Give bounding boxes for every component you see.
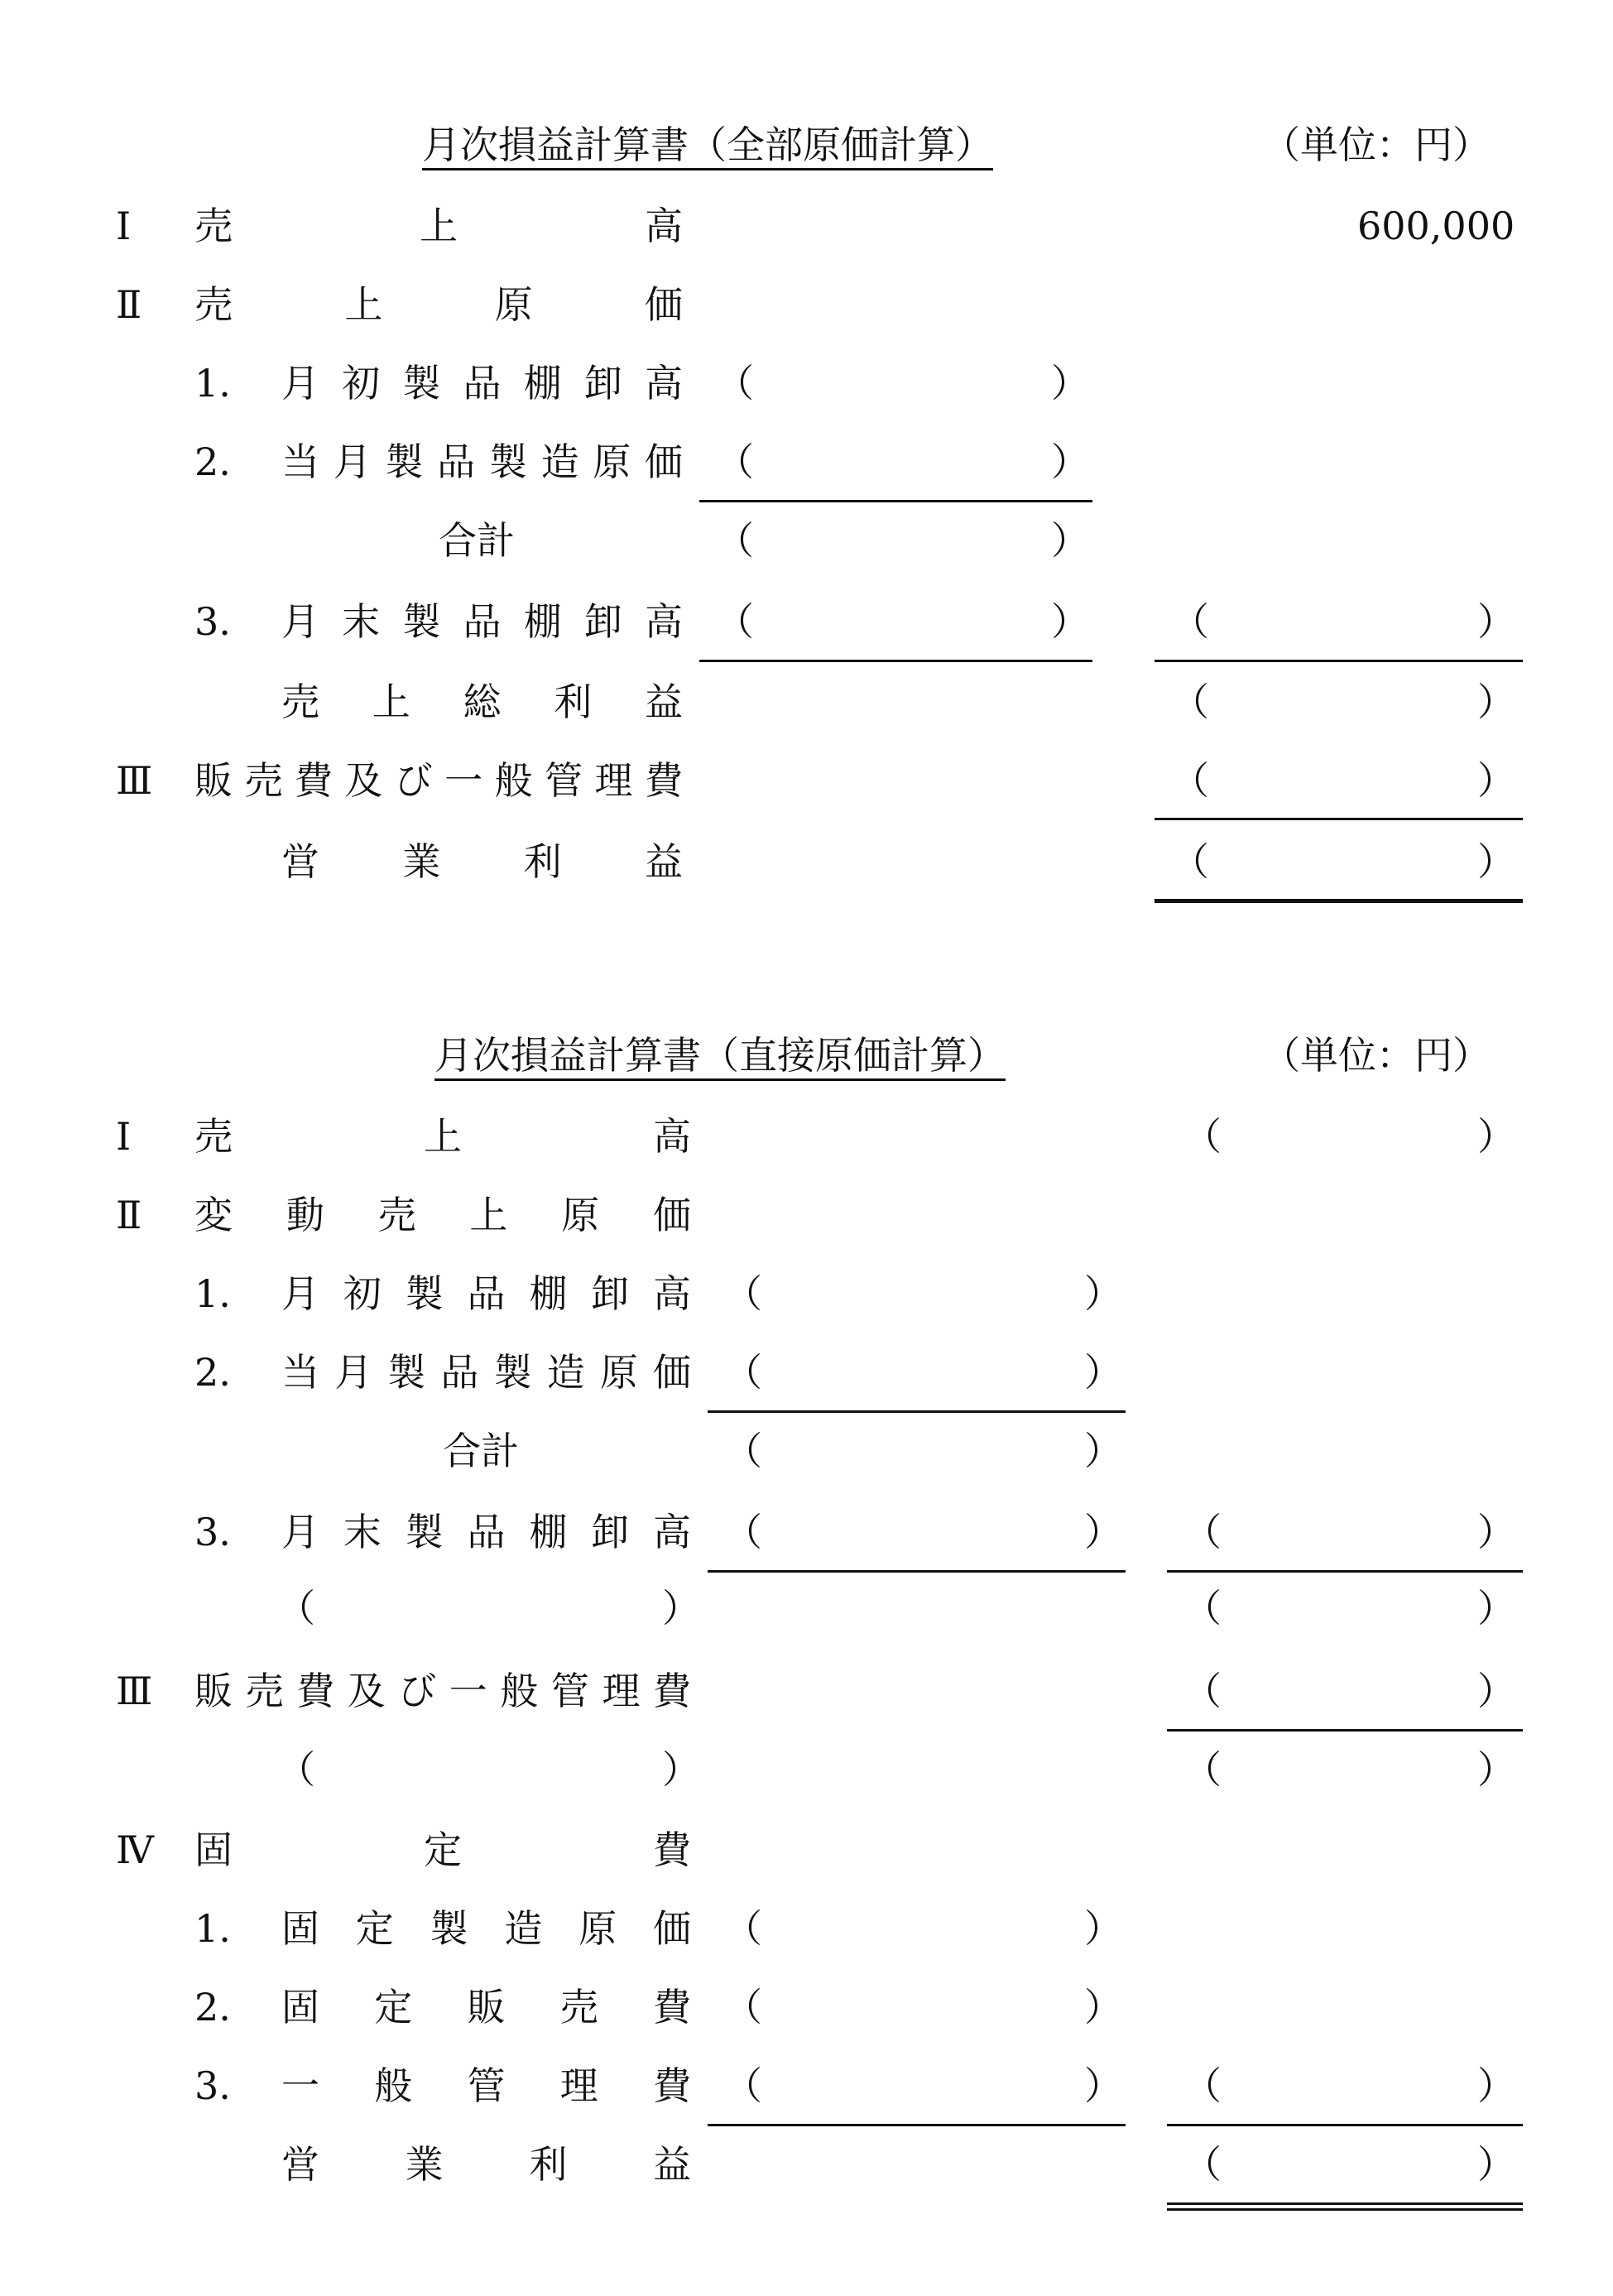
direct-sga-num: Ⅲ	[116, 1669, 153, 1713]
open-paren: （	[277, 1586, 315, 1631]
absorption-op-double-rule	[1155, 899, 1523, 903]
direct-title: 月次損益計算書（直接原価計算）	[434, 1033, 1006, 1078]
absorption-cogs-label: 売上原価	[194, 282, 683, 327]
direct-vcogs-label: 変動売上原価	[194, 1193, 691, 1237]
direct-item2-label: 当月製品製造原価	[281, 1350, 691, 1395]
absorption-sga-rule	[1155, 818, 1523, 820]
absorption-item1-label: 月初製品棚卸高	[281, 361, 683, 406]
close-paren: ）	[1477, 1586, 1515, 1631]
absorption-item2-label: 当月製品製造原価	[281, 440, 683, 484]
direct-item3-no: 3.	[194, 1510, 231, 1554]
close-paren: ）	[1084, 2063, 1122, 2108]
direct-subtotal-rule	[708, 1410, 1126, 1413]
close-paren: ）	[1084, 1429, 1122, 1473]
close-paren: ）	[1084, 1985, 1122, 2029]
absorption-sga-num: Ⅲ	[116, 758, 153, 803]
open-paren: （	[1171, 839, 1209, 884]
open-paren: （	[1171, 599, 1209, 644]
close-paren: ）	[1084, 1350, 1122, 1395]
direct-f1-label: 固定製造原価	[281, 1906, 691, 1951]
open-paren: （	[1171, 680, 1209, 724]
close-paren: ）	[1051, 361, 1089, 406]
open-paren: （	[1171, 758, 1209, 803]
open-paren: （	[724, 1350, 762, 1395]
direct-f1-no: 1.	[194, 1906, 231, 1951]
absorption-unit: （単位：円）	[1262, 122, 1491, 167]
open-paren: （	[724, 1510, 762, 1554]
open-paren: （	[716, 518, 754, 563]
direct-fixed-num: Ⅳ	[116, 1828, 154, 1872]
absorption-inventory-rule	[699, 660, 1092, 662]
open-paren: （	[277, 1747, 315, 1792]
absorption-item3-label: 月末製品棚卸高	[281, 599, 683, 644]
open-paren: （	[724, 1985, 762, 2029]
close-paren: ）	[1477, 680, 1515, 724]
close-paren: ）	[662, 1586, 700, 1631]
absorption-cogs-total-rule	[1155, 660, 1523, 662]
open-paren: （	[724, 1429, 762, 1473]
direct-f2-no: 2.	[194, 1985, 231, 2029]
open-paren: （	[1183, 1510, 1222, 1554]
absorption-subtotal-label: 合計	[439, 518, 515, 563]
direct-inventory-rule	[708, 1570, 1126, 1573]
direct-f3-label: 一般管理費	[281, 2063, 691, 2108]
absorption-sales-value: 600,000	[1357, 204, 1515, 248]
direct-subtotal-label: 合計	[443, 1429, 519, 1473]
close-paren: ）	[1477, 2063, 1515, 2108]
direct-item2-no: 2.	[194, 1350, 231, 1395]
direct-op-label: 営業利益	[281, 2142, 691, 2187]
absorption-sales-num: Ⅰ	[116, 204, 132, 248]
absorption-item1-no: 1.	[194, 361, 231, 406]
close-paren: ）	[1084, 1906, 1122, 1951]
direct-op-double-rule-bottom	[1167, 2208, 1523, 2211]
absorption-item2-no: 2.	[194, 440, 231, 484]
open-paren: （	[724, 1906, 762, 1951]
direct-f2-label: 固定販売費	[281, 1985, 691, 2029]
direct-sales-label: 売上高	[194, 1114, 691, 1159]
close-paren: ）	[1051, 440, 1089, 484]
open-paren: （	[1183, 1669, 1222, 1713]
absorption-title: 月次損益計算書（全部原価計算）	[422, 122, 993, 167]
open-paren: （	[1183, 1114, 1222, 1159]
absorption-subtotal-rule	[699, 500, 1092, 502]
absorption-sales-label: 売上高	[194, 204, 683, 248]
absorption-sga-label: 販売費及び一般管理費	[194, 758, 683, 803]
direct-sga-label: 販売費及び一般管理費	[194, 1669, 691, 1713]
direct-unit: （単位：円）	[1262, 1033, 1491, 1078]
close-paren: ）	[1477, 758, 1515, 803]
direct-item3-label: 月末製品棚卸高	[281, 1510, 691, 1554]
open-paren: （	[716, 440, 754, 484]
close-paren: ）	[1477, 1114, 1515, 1159]
open-paren: （	[1183, 1586, 1222, 1631]
close-paren: ）	[1477, 2142, 1515, 2187]
close-paren: ）	[1477, 1669, 1515, 1713]
direct-op-double-rule-top	[1167, 2202, 1523, 2205]
open-paren: （	[1183, 2142, 1222, 2187]
close-paren: ）	[1477, 839, 1515, 884]
direct-item1-label: 月初製品棚卸高	[281, 1271, 691, 1316]
close-paren: ）	[1477, 1747, 1515, 1792]
absorption-gross-label: 売上総利益	[281, 680, 683, 724]
close-paren: ）	[1477, 1510, 1515, 1554]
close-paren: ）	[1084, 1510, 1122, 1554]
open-paren: （	[1183, 1747, 1222, 1792]
open-paren: （	[1183, 2063, 1222, 2108]
direct-sales-num: Ⅰ	[116, 1114, 132, 1159]
absorption-cogs-num: Ⅱ	[116, 282, 142, 327]
open-paren: （	[724, 1271, 762, 1316]
direct-fixed-rule	[708, 2124, 1126, 2126]
close-paren: ）	[1051, 518, 1089, 563]
direct-fixed-label: 固定費	[194, 1828, 691, 1872]
close-paren: ）	[1477, 599, 1515, 644]
direct-vcogs-total-rule	[1167, 1570, 1523, 1573]
direct-item1-no: 1.	[194, 1271, 231, 1316]
open-paren: （	[724, 2063, 762, 2108]
close-paren: ）	[662, 1747, 700, 1792]
absorption-op-label: 営業利益	[281, 839, 683, 884]
direct-fixed-total-rule	[1167, 2124, 1523, 2126]
direct-f3-no: 3.	[194, 2063, 231, 2108]
open-paren: （	[716, 361, 754, 406]
direct-vcogs-num: Ⅱ	[116, 1193, 142, 1237]
close-paren: ）	[1051, 599, 1089, 644]
close-paren: ）	[1084, 1271, 1122, 1316]
direct-sga-rule	[1167, 1729, 1523, 1732]
absorption-item3-no: 3.	[194, 599, 231, 644]
open-paren: （	[716, 599, 754, 644]
